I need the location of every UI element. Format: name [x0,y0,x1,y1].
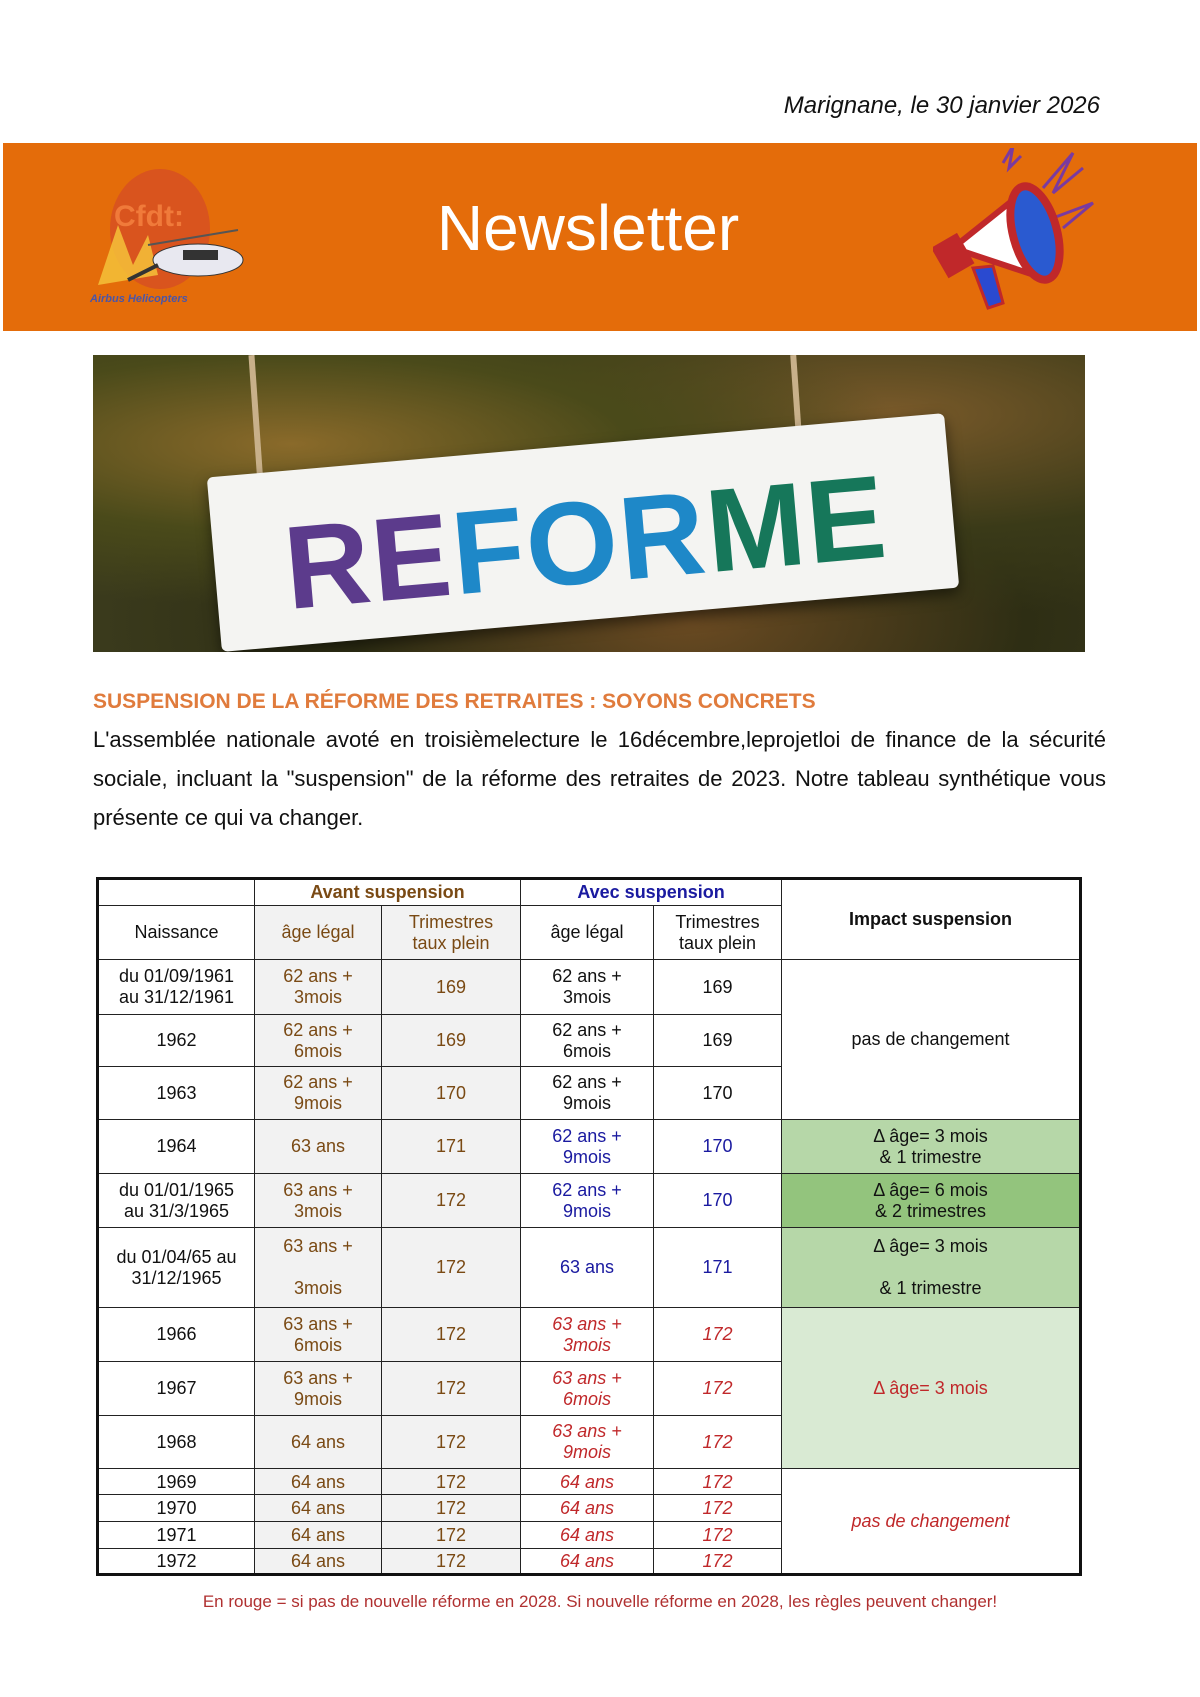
avec-age-cell: 63 ans [521,1228,654,1308]
avec-trimestres-cell: 169 [654,1015,782,1067]
birth-cell: 1963 [98,1067,255,1120]
reforme-sign [207,413,959,652]
table-row [98,1308,1081,1362]
avec-age-cell: 63 ans + 9mois [521,1416,654,1469]
avant-trimestres-cell: 169 [382,960,521,1015]
avec-trimestres-cell: 172 [654,1522,782,1549]
avant-trimestres-cell: 169 [382,1015,521,1067]
avec-age-cell: 62 ans + 9mois [521,1067,654,1120]
header-avant-age: âge légal [255,906,382,960]
sign-lettering: REFORME [279,450,893,635]
sign-rope-left [248,355,263,485]
avant-trimestres-cell: 172 [382,1416,521,1469]
impact-cell: Δ âge= 3 mois & 1 trimestre [782,1228,1081,1308]
avant-age-cell: 63 ans + 3mois [255,1174,382,1228]
avec-trimestres-cell: 172 [654,1416,782,1469]
birth-cell: 1968 [98,1416,255,1469]
avant-trimestres-cell: 172 [382,1549,521,1575]
sign-rope-right [790,355,802,435]
avec-age-cell: 63 ans + 3mois [521,1308,654,1362]
birth-cell: 1964 [98,1120,255,1174]
avant-age-cell: 62 ans + 9mois [255,1067,382,1120]
avant-trimestres-cell: 172 [382,1174,521,1228]
avant-trimestres-cell: 172 [382,1362,521,1416]
footnote: En rouge = si pas de nouvelle réforme en 2028. Si nouvelle réforme en 2028, les règles peuvent changer! [202,1592,998,1611]
avec-age-cell: 64 ans [521,1522,654,1549]
avec-trimestres-cell: 172 [654,1362,782,1416]
article-body: L'assemblée nationale avoté en troisièmelecture le 16décembre,leprojetloi de finance de la sécurité sociale, incluant la "suspension" de la réforme des retraites de 2023. Notre tableau synthétique vous présente ce qui va changer. [93,727,1106,830]
avec-trimestres-cell: 171 [654,1228,782,1308]
header-naissance: Naissance [98,906,255,960]
reforme-sign-photo [93,355,1085,652]
avec-age-cell: 62 ans + 9mois [521,1174,654,1228]
logo-subtitle: Airbus Helicopters [90,293,188,305]
avec-trimestres-cell: 169 [654,960,782,1015]
retirement-comparison-table [96,877,1082,1576]
avec-trimestres-cell: 170 [654,1120,782,1174]
avant-age-cell: 62 ans + 6mois [255,1015,382,1067]
birth-cell: du 01/04/65 au 31/12/1965 [98,1228,255,1308]
avec-trimestres-cell: 170 [654,1067,782,1120]
newsletter-banner [3,143,1197,331]
table-row [98,1120,1081,1174]
avant-trimestres-cell: 171 [382,1120,521,1174]
birth-cell: 1971 [98,1522,255,1549]
avant-age-cell: 64 ans [255,1549,382,1575]
avec-trimestres-cell: 172 [654,1469,782,1495]
article-title: SUSPENSION DE LA RÉFORME DES RETRAITES : SOYONS CONCRETS [93,690,816,713]
document-date: Marignane, le 30 janvier 2026 [783,92,1100,119]
avec-age-cell: 62 ans + 9mois [521,1120,654,1174]
impact-cell: pas de changement [782,960,1081,1120]
header-avec-trimestres: Trimestres taux plein [654,906,782,960]
table-row [98,960,1081,1015]
avant-age-cell: 64 ans [255,1469,382,1495]
birth-cell: du 01/01/1965 au 31/3/1965 [98,1174,255,1228]
header-impact: Impact suspension [782,879,1081,960]
avant-trimestres-cell: 170 [382,1067,521,1120]
birth-cell: 1966 [98,1308,255,1362]
avec-age-cell: 63 ans + 6mois [521,1362,654,1416]
avant-trimestres-cell: 172 [382,1308,521,1362]
avec-age-cell: 62 ans + 6mois [521,1015,654,1067]
header-avant-suspension: Avant suspension [255,879,521,906]
table-row [98,1228,1081,1308]
avec-trimestres-cell: 170 [654,1174,782,1228]
avant-trimestres-cell: 172 [382,1522,521,1549]
impact-cell: Δ âge= 6 mois & 2 trimestres [782,1174,1081,1228]
avec-age-cell: 62 ans + 3mois [521,960,654,1015]
logo-cfdt-text: Cfdt: [114,200,184,233]
avant-age-cell: 64 ans [255,1495,382,1522]
birth-cell: 1969 [98,1469,255,1495]
avec-trimestres-cell: 172 [654,1549,782,1575]
avant-age-cell: 63 ans + 9mois [255,1362,382,1416]
newsletter-title: Newsletter [436,192,740,264]
impact-cell: Δ âge= 3 mois [782,1308,1081,1469]
avant-trimestres-cell: 172 [382,1469,521,1495]
impact-cell: pas de changement [782,1469,1081,1575]
avant-trimestres-cell: 172 [382,1495,521,1522]
avant-age-cell: 64 ans [255,1416,382,1469]
avec-age-cell: 64 ans [521,1549,654,1575]
birth-cell: 1962 [98,1015,255,1067]
avant-age-cell: 63 ans [255,1120,382,1174]
megaphone-icon [933,148,1133,328]
avec-age-cell: 64 ans [521,1469,654,1495]
birth-cell: du 01/09/1961 au 31/12/1961 [98,960,255,1015]
avant-age-cell: 64 ans [255,1522,382,1549]
table-row [98,1174,1081,1228]
avant-trimestres-cell: 172 [382,1228,521,1308]
avant-age-cell: 63 ans + 6mois [255,1308,382,1362]
header-avec-suspension: Avec suspension [521,879,782,906]
header-empty [98,879,255,906]
header-avant-trimestres: Trimestres taux plein [382,906,521,960]
avec-trimestres-cell: 172 [654,1495,782,1522]
table-row [98,1469,1081,1495]
avec-trimestres-cell: 172 [654,1308,782,1362]
avant-age-cell: 62 ans + 3mois [255,960,382,1015]
birth-cell: 1970 [98,1495,255,1522]
impact-cell: Δ âge= 3 mois & 1 trimestre [782,1120,1081,1174]
avant-age-cell: 63 ans + 3mois [255,1228,382,1308]
birth-cell: 1972 [98,1549,255,1575]
avec-age-cell: 64 ans [521,1495,654,1522]
header-avec-age: âge légal [521,906,654,960]
birth-cell: 1967 [98,1362,255,1416]
